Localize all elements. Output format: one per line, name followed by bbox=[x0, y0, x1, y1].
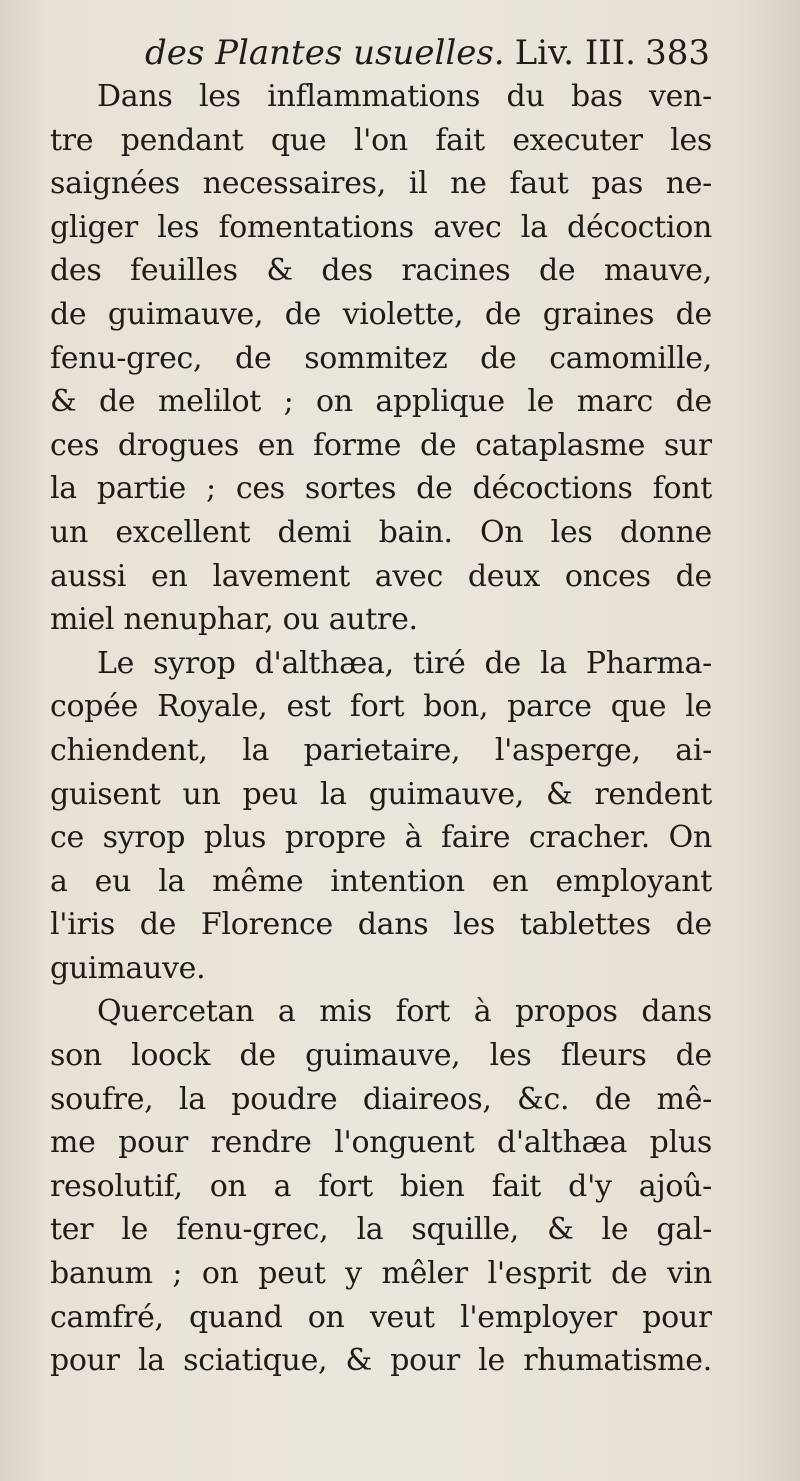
text-line: des feuilles & des racines de mauve, bbox=[50, 253, 712, 289]
text-line: la partie ; ces sortes de décoctions font bbox=[50, 471, 712, 507]
text-line: un excellent demi bain. On les donne bbox=[50, 514, 712, 550]
text-line: Quercetan a mis fort à propos dans bbox=[97, 994, 712, 1030]
body-text bbox=[50, 75, 712, 1383]
page-number: 383 bbox=[645, 33, 710, 73]
text-line: & de melilot ; on applique le marc de bbox=[50, 384, 712, 420]
text-line: Le syrop d'althæa, tiré de la Pharma- bbox=[97, 645, 712, 681]
text-line: chiendent, la parietaire, l'asperge, ai- bbox=[50, 732, 712, 768]
text-line: fenu-grec, de sommitez de camomille, bbox=[50, 340, 712, 376]
text-line: miel nenuphar, ou autre. bbox=[50, 602, 418, 638]
text-line: ter le fenu-grec, la squille, & le gal- bbox=[50, 1212, 712, 1248]
text-line: soufre, la poudre diaireos, &c. de mê- bbox=[50, 1081, 712, 1117]
text-line: saignées necessaires, il ne faut pas ne- bbox=[50, 166, 712, 202]
text-line: me pour rendre l'onguent d'althæa plus bbox=[50, 1125, 712, 1161]
text-line: ces drogues en forme de cataplasme sur bbox=[50, 427, 712, 463]
text-line: camfré, quand on veut l'employer pour bbox=[50, 1299, 712, 1335]
book-number: Liv. III. bbox=[514, 33, 636, 73]
text-line: resolutif, on a fort bien fait d'y ajoû- bbox=[50, 1168, 712, 1204]
running-title: des Plantes usuelles. bbox=[145, 33, 505, 73]
text-line: copée Royale, est fort bon, parce que le bbox=[50, 689, 712, 725]
text-line: tre pendant que l'on fait executer les bbox=[50, 122, 712, 158]
text-line: a eu la même intention en employant bbox=[50, 863, 712, 899]
text-line: ce syrop plus propre à faire cracher. On bbox=[50, 820, 712, 856]
text-line: aussi en lavement avec deux onces de bbox=[50, 558, 712, 594]
text-line: gliger les fomentations avec la décoction bbox=[50, 209, 712, 245]
text-line: pour la sciatique, & pour le rhumatisme. bbox=[50, 1343, 712, 1379]
page-header bbox=[145, 28, 710, 78]
text-line: Dans les inflammations du bas ven- bbox=[97, 79, 712, 114]
text-line: l'iris de Florence dans les tablettes de bbox=[50, 907, 712, 943]
text-line: de guimauve, de violette, de graines de bbox=[50, 296, 712, 332]
text-line: guisent un peu la guimauve, & rendent bbox=[50, 776, 712, 812]
text-line: guimauve. bbox=[50, 950, 206, 986]
text-line: banum ; on peut y mêler l'esprit de vin bbox=[50, 1256, 712, 1292]
text-line: son loock de guimauve, les fleurs de bbox=[50, 1038, 712, 1074]
